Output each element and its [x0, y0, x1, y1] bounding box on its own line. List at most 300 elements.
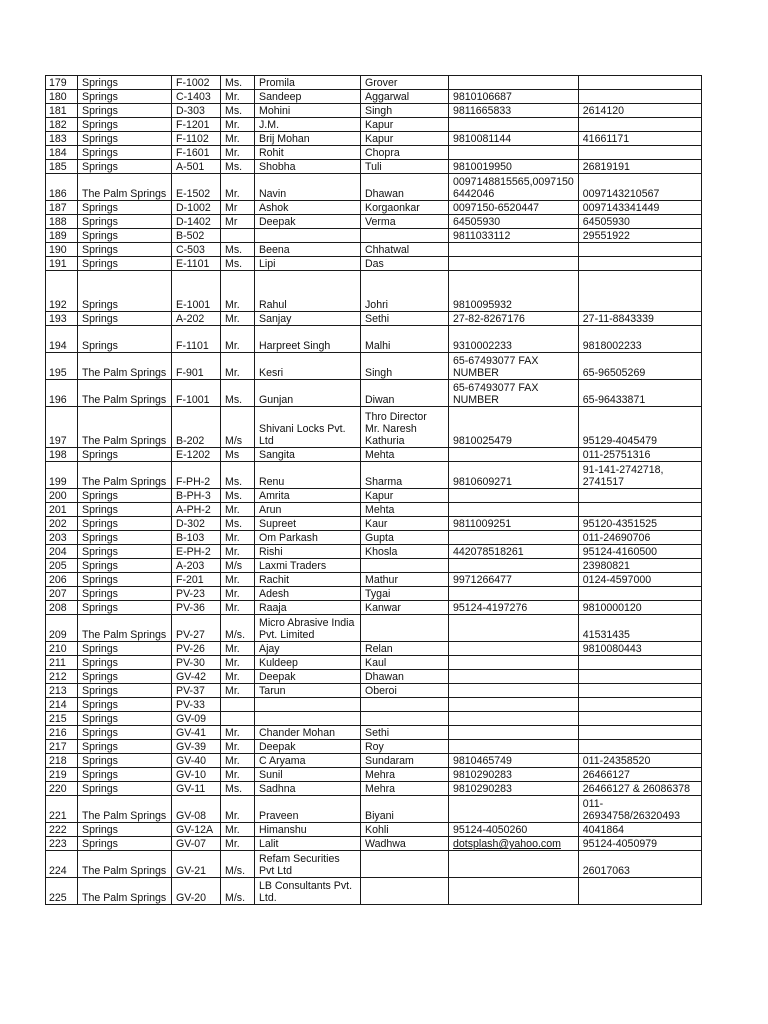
- row-number-cell: 189: [46, 229, 78, 243]
- last-name-cell: Dhawan: [361, 174, 449, 201]
- title-cell: Mr.: [221, 726, 255, 740]
- last-name-cell: [361, 615, 449, 642]
- phone-1-cell: [449, 615, 579, 642]
- title-cell: Mr.: [221, 503, 255, 517]
- phone-1-cell: 95124-4197276: [449, 601, 579, 615]
- phone-1-cell: 9810106687: [449, 90, 579, 104]
- last-name-cell: [361, 229, 449, 243]
- first-name-cell: LB Consultants Pvt. Ltd.: [255, 878, 361, 905]
- email-link[interactable]: dotsplash@yahoo.com: [449, 837, 579, 851]
- table-row: [46, 545, 702, 559]
- table-row: [46, 559, 702, 573]
- unit-cell: F-901: [172, 353, 221, 380]
- unit-cell: GV-07: [172, 837, 221, 851]
- unit-cell: A-203: [172, 559, 221, 573]
- phone-2-cell: 0124-4597000: [578, 573, 701, 587]
- phone-2-cell: [578, 271, 701, 312]
- unit-cell: GV-08: [172, 796, 221, 823]
- row-number-cell: 225: [46, 878, 78, 905]
- project-cell: Springs: [78, 740, 172, 754]
- project-cell: The Palm Springs: [78, 174, 172, 201]
- row-number-cell: 201: [46, 503, 78, 517]
- phone-1-cell: 9811665833: [449, 104, 579, 118]
- phone-1-cell: 65-67493077 FAX NUMBER: [449, 380, 579, 407]
- table-row: [46, 837, 702, 851]
- first-name-cell: Om Parkash: [255, 531, 361, 545]
- first-name-cell: Refam Securities Pvt Ltd: [255, 851, 361, 878]
- first-name-cell: Ajay: [255, 642, 361, 656]
- title-cell: M/s.: [221, 878, 255, 905]
- project-cell: Springs: [78, 118, 172, 132]
- phone-1-cell: [449, 503, 579, 517]
- table-row: [46, 684, 702, 698]
- phone-2-cell: 011- 26934758/26320493: [578, 796, 701, 823]
- unit-cell: PV-36: [172, 601, 221, 615]
- title-cell: Mr.: [221, 684, 255, 698]
- unit-cell: GV-40: [172, 754, 221, 768]
- phone-1-cell: 9971266477: [449, 573, 579, 587]
- row-number-cell: 214: [46, 698, 78, 712]
- unit-cell: GV-41: [172, 726, 221, 740]
- phone-2-cell: 65-96505269: [578, 353, 701, 380]
- table-row: [46, 118, 702, 132]
- table-row: [46, 90, 702, 104]
- unit-cell: PV-33: [172, 698, 221, 712]
- row-number-cell: 184: [46, 146, 78, 160]
- project-cell: Springs: [78, 489, 172, 503]
- last-name-cell: Dhawan: [361, 670, 449, 684]
- row-number-cell: 198: [46, 448, 78, 462]
- phone-2-cell: 0097143341449: [578, 201, 701, 215]
- row-number-cell: 212: [46, 670, 78, 684]
- unit-cell: PV-23: [172, 587, 221, 601]
- table-row: [46, 503, 702, 517]
- last-name-cell: Mehra: [361, 768, 449, 782]
- first-name-cell: Supreet: [255, 517, 361, 531]
- unit-cell: A-PH-2: [172, 503, 221, 517]
- title-cell: Mr.: [221, 312, 255, 326]
- phone-2-cell: 95129-4045479: [578, 407, 701, 448]
- first-name-cell: Mohini: [255, 104, 361, 118]
- last-name-cell: [361, 851, 449, 878]
- phone-1-cell: 9810609271: [449, 462, 579, 489]
- project-cell: Springs: [78, 642, 172, 656]
- phone-2-cell: [578, 90, 701, 104]
- first-name-cell: Brij Mohan: [255, 132, 361, 146]
- row-number-cell: 218: [46, 754, 78, 768]
- first-name-cell: Adesh: [255, 587, 361, 601]
- phone-2-cell: 41661171: [578, 132, 701, 146]
- row-number-cell: 205: [46, 559, 78, 573]
- unit-cell: GV-20: [172, 878, 221, 905]
- first-name-cell: Shobha: [255, 160, 361, 174]
- phone-1-cell: 9810025479: [449, 407, 579, 448]
- unit-cell: F-201: [172, 573, 221, 587]
- last-name-cell: Chhatwal: [361, 243, 449, 257]
- title-cell: Ms.: [221, 160, 255, 174]
- table-row: [46, 601, 702, 615]
- first-name-cell: Tarun: [255, 684, 361, 698]
- first-name-cell: Himanshu: [255, 823, 361, 837]
- row-number-cell: 183: [46, 132, 78, 146]
- project-cell: Springs: [78, 573, 172, 587]
- unit-cell: F-1102: [172, 132, 221, 146]
- row-number-cell: 181: [46, 104, 78, 118]
- first-name-cell: Sadhna: [255, 782, 361, 796]
- unit-cell: F-1001: [172, 380, 221, 407]
- phone-2-cell: 2614120: [578, 104, 701, 118]
- last-name-cell: Singh: [361, 104, 449, 118]
- last-name-cell: Tygai: [361, 587, 449, 601]
- project-cell: Springs: [78, 782, 172, 796]
- phone-1-cell: 27-82-8267176: [449, 312, 579, 326]
- first-name-cell: C Aryama: [255, 754, 361, 768]
- phone-1-cell: [449, 726, 579, 740]
- phone-1-cell: [449, 698, 579, 712]
- first-name-cell: Rishi: [255, 545, 361, 559]
- unit-cell: D-303: [172, 104, 221, 118]
- phone-1-cell: [449, 448, 579, 462]
- table-row: [46, 201, 702, 215]
- project-cell: Springs: [78, 670, 172, 684]
- phone-2-cell: [578, 257, 701, 271]
- row-number-cell: 208: [46, 601, 78, 615]
- row-number-cell: 197: [46, 407, 78, 448]
- table-row: [46, 462, 702, 489]
- first-name-cell: J.M.: [255, 118, 361, 132]
- last-name-cell: Singh: [361, 353, 449, 380]
- title-cell: Mr.: [221, 768, 255, 782]
- first-name-cell: [255, 229, 361, 243]
- phone-2-cell: 95120-4351525: [578, 517, 701, 531]
- phone-2-cell: 26466127 & 26086378: [578, 782, 701, 796]
- last-name-cell: Kohli: [361, 823, 449, 837]
- first-name-cell: Kuldeep: [255, 656, 361, 670]
- phone-2-cell: [578, 878, 701, 905]
- row-number-cell: 203: [46, 531, 78, 545]
- title-cell: Ms.: [221, 76, 255, 90]
- title-cell: Mr.: [221, 271, 255, 312]
- title-cell: Mr.: [221, 146, 255, 160]
- row-number-cell: 193: [46, 312, 78, 326]
- title-cell: Mr.: [221, 740, 255, 754]
- last-name-cell: Mathur: [361, 573, 449, 587]
- table-row: [46, 754, 702, 768]
- row-number-cell: 194: [46, 326, 78, 353]
- last-name-cell: [361, 698, 449, 712]
- phone-1-cell: [449, 531, 579, 545]
- first-name-cell: Shivani Locks Pvt. Ltd: [255, 407, 361, 448]
- title-cell: Ms.: [221, 380, 255, 407]
- row-number-cell: 202: [46, 517, 78, 531]
- table-row: [46, 531, 702, 545]
- project-cell: The Palm Springs: [78, 615, 172, 642]
- title-cell: M/s.: [221, 851, 255, 878]
- phone-1-cell: [449, 118, 579, 132]
- first-name-cell: Chander Mohan: [255, 726, 361, 740]
- table-row: [46, 380, 702, 407]
- project-cell: The Palm Springs: [78, 462, 172, 489]
- phone-1-cell: 9810019950: [449, 160, 579, 174]
- phone-2-cell: [578, 656, 701, 670]
- phone-2-cell: 011-24358520: [578, 754, 701, 768]
- unit-cell: A-501: [172, 160, 221, 174]
- phone-2-cell: 011-24690706: [578, 531, 701, 545]
- first-name-cell: Sanjay: [255, 312, 361, 326]
- row-number-cell: 192: [46, 271, 78, 312]
- title-cell: Ms.: [221, 104, 255, 118]
- table-row: [46, 407, 702, 448]
- unit-cell: B-202: [172, 407, 221, 448]
- last-name-cell: Sethi: [361, 312, 449, 326]
- table-row: [46, 782, 702, 796]
- title-cell: [221, 229, 255, 243]
- phone-1-cell: 9310002233: [449, 326, 579, 353]
- phone-1-cell: [449, 670, 579, 684]
- phone-2-cell: 64505930: [578, 215, 701, 229]
- project-cell: Springs: [78, 326, 172, 353]
- title-cell: Ms: [221, 448, 255, 462]
- unit-cell: PV-37: [172, 684, 221, 698]
- first-name-cell: Ashok: [255, 201, 361, 215]
- project-cell: Springs: [78, 132, 172, 146]
- title-cell: Ms.: [221, 489, 255, 503]
- last-name-cell: Wadhwa: [361, 837, 449, 851]
- project-cell: Springs: [78, 146, 172, 160]
- unit-cell: GV-09: [172, 712, 221, 726]
- row-number-cell: 199: [46, 462, 78, 489]
- title-cell: Mr: [221, 201, 255, 215]
- title-cell: Mr.: [221, 837, 255, 851]
- phone-1-cell: 442078518261: [449, 545, 579, 559]
- table-row: [46, 243, 702, 257]
- row-number-cell: 222: [46, 823, 78, 837]
- phone-2-cell: [578, 670, 701, 684]
- first-name-cell: Renu: [255, 462, 361, 489]
- project-cell: Springs: [78, 823, 172, 837]
- title-cell: Mr.: [221, 796, 255, 823]
- unit-cell: C-503: [172, 243, 221, 257]
- row-number-cell: 182: [46, 118, 78, 132]
- project-cell: Springs: [78, 160, 172, 174]
- table-row: [46, 670, 702, 684]
- project-cell: Springs: [78, 76, 172, 90]
- last-name-cell: Relan: [361, 642, 449, 656]
- table-row: [46, 823, 702, 837]
- project-cell: Springs: [78, 768, 172, 782]
- project-cell: Springs: [78, 531, 172, 545]
- table-row: [46, 257, 702, 271]
- last-name-cell: Sethi: [361, 726, 449, 740]
- table-row: [46, 615, 702, 642]
- phone-2-cell: 26466127: [578, 768, 701, 782]
- first-name-cell: Lalit: [255, 837, 361, 851]
- title-cell: [221, 698, 255, 712]
- table-row: [46, 146, 702, 160]
- last-name-cell: Oberoi: [361, 684, 449, 698]
- row-number-cell: 217: [46, 740, 78, 754]
- project-cell: Springs: [78, 559, 172, 573]
- phone-2-cell: 95124-4050979: [578, 837, 701, 851]
- table-row: [46, 132, 702, 146]
- title-cell: Mr.: [221, 353, 255, 380]
- unit-cell: E-1502: [172, 174, 221, 201]
- first-name-cell: Deepak: [255, 740, 361, 754]
- phone-1-cell: 9810465749: [449, 754, 579, 768]
- first-name-cell: [255, 698, 361, 712]
- phone-2-cell: [578, 684, 701, 698]
- last-name-cell: Diwan: [361, 380, 449, 407]
- title-cell: Mr.: [221, 545, 255, 559]
- row-number-cell: 179: [46, 76, 78, 90]
- phone-2-cell: [578, 503, 701, 517]
- table-row: [46, 726, 702, 740]
- unit-cell: GV-42: [172, 670, 221, 684]
- row-number-cell: 219: [46, 768, 78, 782]
- phone-2-cell: [578, 726, 701, 740]
- project-cell: Springs: [78, 90, 172, 104]
- unit-cell: B-PH-3: [172, 489, 221, 503]
- phone-1-cell: 9811009251: [449, 517, 579, 531]
- row-number-cell: 204: [46, 545, 78, 559]
- table-row: [46, 712, 702, 726]
- phone-2-cell: [578, 118, 701, 132]
- first-name-cell: Deepak: [255, 670, 361, 684]
- unit-cell: GV-10: [172, 768, 221, 782]
- first-name-cell: Promila: [255, 76, 361, 90]
- project-cell: The Palm Springs: [78, 380, 172, 407]
- title-cell: Mr.: [221, 754, 255, 768]
- phone-2-cell: 65-96433871: [578, 380, 701, 407]
- phone-2-cell: 9810000120: [578, 601, 701, 615]
- first-name-cell: Sunil: [255, 768, 361, 782]
- title-cell: Mr.: [221, 326, 255, 353]
- unit-cell: F-PH-2: [172, 462, 221, 489]
- phone-2-cell: 95124-4160500: [578, 545, 701, 559]
- phone-1-cell: 9811033112: [449, 229, 579, 243]
- row-number-cell: 186: [46, 174, 78, 201]
- first-name-cell: Harpreet Singh: [255, 326, 361, 353]
- row-number-cell: 209: [46, 615, 78, 642]
- last-name-cell: Sharma: [361, 462, 449, 489]
- phone-1-cell: 9810290283: [449, 768, 579, 782]
- phone-2-cell: 27-11-8843339: [578, 312, 701, 326]
- last-name-cell: Thro Director Mr. Naresh Kathuria: [361, 407, 449, 448]
- phone-2-cell: [578, 146, 701, 160]
- phone-1-cell: [449, 712, 579, 726]
- project-cell: Springs: [78, 257, 172, 271]
- title-cell: M/s: [221, 407, 255, 448]
- table-row: [46, 353, 702, 380]
- project-cell: The Palm Springs: [78, 353, 172, 380]
- unit-cell: GV-12A: [172, 823, 221, 837]
- project-cell: The Palm Springs: [78, 851, 172, 878]
- phone-1-cell: 95124-4050260: [449, 823, 579, 837]
- row-number-cell: 220: [46, 782, 78, 796]
- title-cell: Ms.: [221, 782, 255, 796]
- project-cell: Springs: [78, 726, 172, 740]
- title-cell: M/s: [221, 559, 255, 573]
- unit-cell: B-103: [172, 531, 221, 545]
- phone-2-cell: [578, 489, 701, 503]
- title-cell: Ms.: [221, 462, 255, 489]
- phone-1-cell: [449, 559, 579, 573]
- row-number-cell: 213: [46, 684, 78, 698]
- project-cell: Springs: [78, 698, 172, 712]
- phone-1-cell: 0097150-6520447: [449, 201, 579, 215]
- row-number-cell: 206: [46, 573, 78, 587]
- project-cell: The Palm Springs: [78, 878, 172, 905]
- table-row: [46, 517, 702, 531]
- unit-cell: D-302: [172, 517, 221, 531]
- phone-2-cell: 9818002233: [578, 326, 701, 353]
- project-cell: Springs: [78, 229, 172, 243]
- phone-2-cell: 91-141-2742718, 2741517: [578, 462, 701, 489]
- title-cell: Mr.: [221, 573, 255, 587]
- table-row: [46, 656, 702, 670]
- last-name-cell: Kapur: [361, 132, 449, 146]
- last-name-cell: Sundaram: [361, 754, 449, 768]
- phone-1-cell: [449, 684, 579, 698]
- unit-cell: E-PH-2: [172, 545, 221, 559]
- title-cell: Mr.: [221, 132, 255, 146]
- table-row: [46, 573, 702, 587]
- phone-2-cell: [578, 76, 701, 90]
- project-cell: Springs: [78, 601, 172, 615]
- first-name-cell: Navin: [255, 174, 361, 201]
- last-name-cell: Tuli: [361, 160, 449, 174]
- phone-2-cell: 23980821: [578, 559, 701, 573]
- title-cell: Mr.: [221, 601, 255, 615]
- unit-cell: B-502: [172, 229, 221, 243]
- row-number-cell: 188: [46, 215, 78, 229]
- row-number-cell: 180: [46, 90, 78, 104]
- first-name-cell: Laxmi Traders: [255, 559, 361, 573]
- last-name-cell: Roy: [361, 740, 449, 754]
- unit-cell: F-1201: [172, 118, 221, 132]
- phone-1-cell: [449, 146, 579, 160]
- table-row: [46, 642, 702, 656]
- last-name-cell: Malhi: [361, 326, 449, 353]
- phone-2-cell: [578, 698, 701, 712]
- first-name-cell: Gunjan: [255, 380, 361, 407]
- title-cell: Mr.: [221, 531, 255, 545]
- title-cell: Mr.: [221, 174, 255, 201]
- last-name-cell: Kaur: [361, 517, 449, 531]
- phone-2-cell: [578, 243, 701, 257]
- first-name-cell: Lipi: [255, 257, 361, 271]
- last-name-cell: Gupta: [361, 531, 449, 545]
- table-row: [46, 768, 702, 782]
- phone-2-cell: 9810080443: [578, 642, 701, 656]
- phone-1-cell: [449, 587, 579, 601]
- last-name-cell: Aggarwal: [361, 90, 449, 104]
- project-cell: Springs: [78, 837, 172, 851]
- first-name-cell: Raaja: [255, 601, 361, 615]
- phone-2-cell: [578, 712, 701, 726]
- phone-2-cell: 29551922: [578, 229, 701, 243]
- row-number-cell: 196: [46, 380, 78, 407]
- phone-1-cell: [449, 257, 579, 271]
- title-cell: Mr.: [221, 118, 255, 132]
- first-name-cell: [255, 712, 361, 726]
- project-cell: The Palm Springs: [78, 796, 172, 823]
- last-name-cell: Kanwar: [361, 601, 449, 615]
- title-cell: Ms.: [221, 243, 255, 257]
- phone-1-cell: [449, 740, 579, 754]
- table-row: [46, 312, 702, 326]
- phone-1-cell: [449, 76, 579, 90]
